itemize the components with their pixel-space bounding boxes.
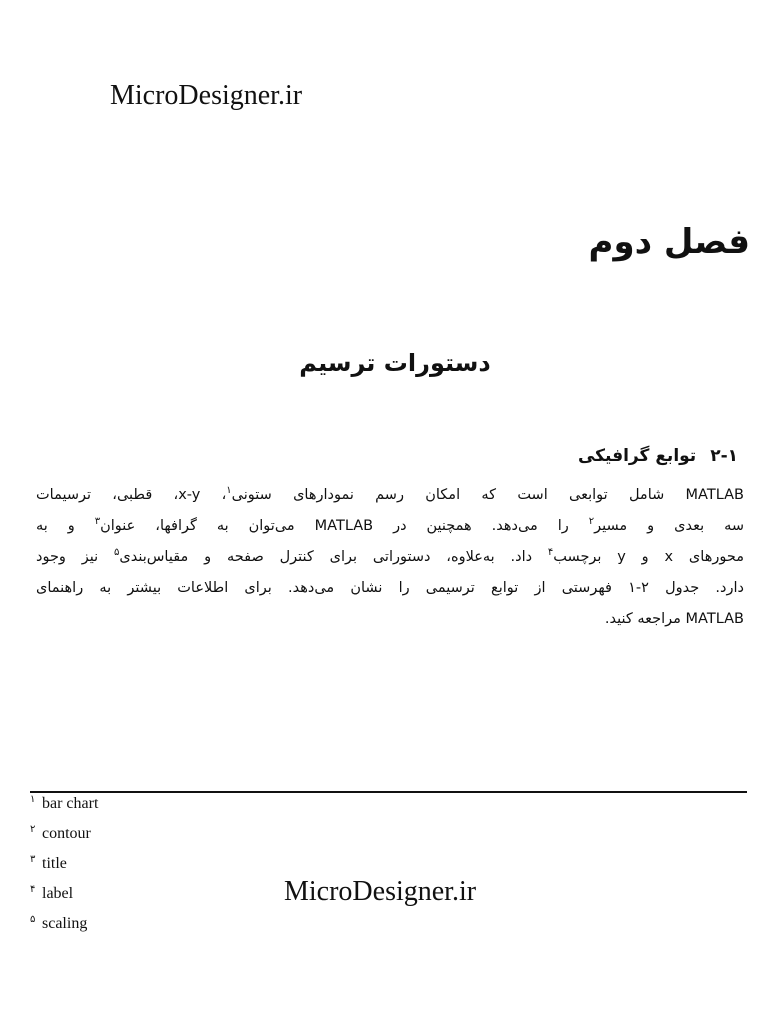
paragraph-line-2: [36, 511, 744, 542]
footnote-text: title: [42, 855, 67, 872]
footnote-text: scaling: [42, 915, 88, 932]
paragraph-text: و به: [36, 518, 95, 534]
footnote-ref-3: ۳: [94, 516, 101, 528]
section-title: دستورات ترسیم: [299, 349, 491, 377]
paragraph-text: ، x-y، قطبی، ترسیمات: [36, 487, 227, 503]
footnote-number: ۳: [30, 854, 36, 865]
footnote-ref-1: ۱: [226, 485, 232, 497]
footnote-item: [30, 795, 98, 825]
footnote-divider: [30, 791, 747, 793]
chapter-title: فصل دوم: [588, 222, 750, 262]
subsection-number: ۲-۱: [710, 446, 738, 466]
paragraph-text: را می‌دهد. همچنین در MATLAB می‌توان به گرافها، عنوان: [100, 518, 589, 534]
paragraph-text: MATLAB شامل توابعی است که امکان رسم نمودارهای ستونی: [231, 487, 744, 503]
subsection-heading: [578, 446, 738, 466]
footnote-item: [30, 885, 98, 915]
footnote-number: ۲: [30, 824, 36, 835]
paragraph-text: نیز وجود: [36, 549, 114, 565]
footnote-item: [30, 915, 98, 945]
footnote-text: bar chart: [42, 795, 99, 812]
footnote-number: ۵: [30, 914, 36, 925]
paragraph-text: داد. به‌علاوه، دستوراتی برای کنترل صفحه و مقیاس‌بندی: [119, 549, 548, 565]
footnote-number: ۴: [30, 884, 36, 895]
footnote-text: contour: [42, 825, 91, 842]
footnote-text: label: [42, 885, 74, 902]
paragraph-text: محورهای x و y برچسب: [553, 549, 744, 565]
footnotes: [30, 795, 98, 945]
footnote-ref-2: ۲: [588, 516, 595, 528]
watermark-bottom: MicroDesigner.ir: [284, 876, 477, 907]
watermark-top: MicroDesigner.ir: [110, 80, 303, 111]
subsection-title: توابع گرافیکی: [577, 446, 697, 466]
paragraph-line-4: دارد. جدول ۲-۱ فهرستی از توابع ترسیمی را نشان می‌دهد. برای اطلاعات بیشتر به راهنمای: [36, 580, 744, 596]
footnote-item: [30, 855, 98, 885]
footnote-number: ۱: [30, 794, 36, 805]
paragraph-line-3: [36, 542, 744, 573]
footnote-ref-5: ۵: [113, 547, 120, 559]
body-paragraph: [36, 480, 744, 635]
footnote-item: [30, 825, 98, 855]
paragraph-text: سه بعدی و مسیر: [594, 518, 744, 534]
paragraph-line-1: [36, 480, 744, 511]
footnote-ref-4: ۴: [547, 547, 554, 559]
paragraph-line-5: MATLAB مراجعه کنید.: [604, 611, 744, 627]
